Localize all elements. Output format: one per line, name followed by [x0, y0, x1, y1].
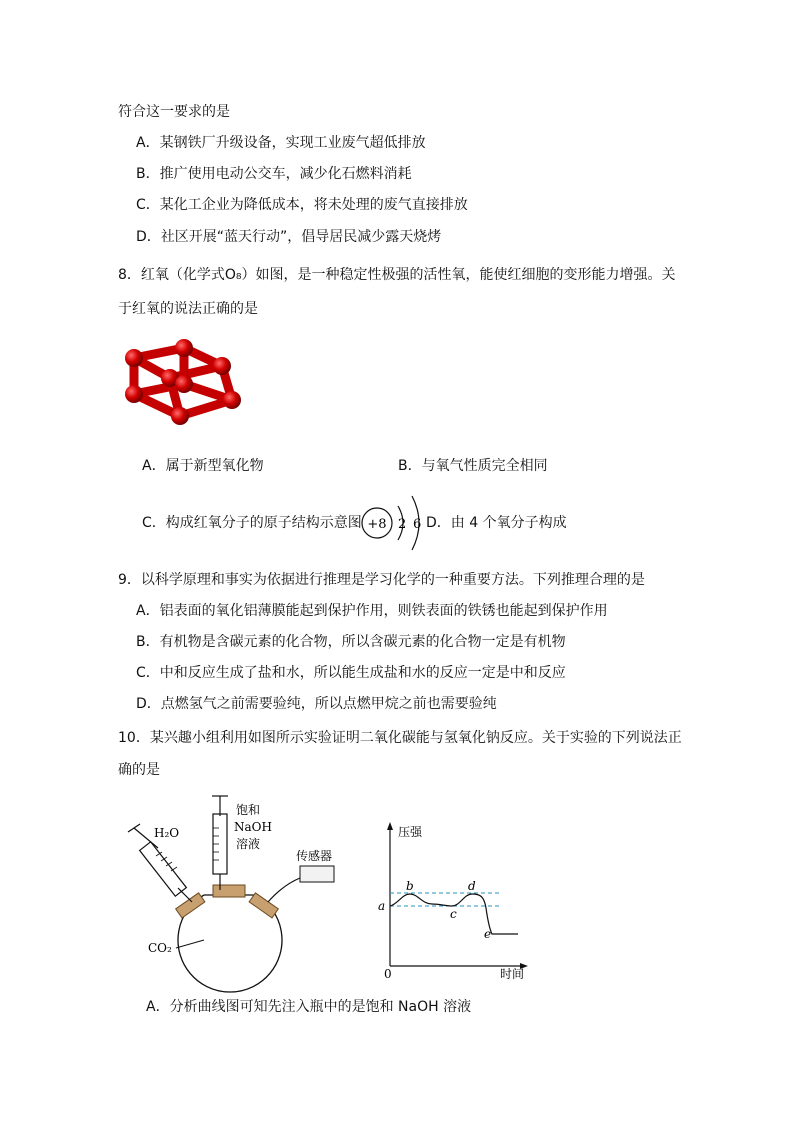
q9-option-d: D．点燃氢气之前需要验纯，所以点燃甲烷之前也需要验纯 — [136, 696, 497, 712]
q8-stem-line1: 8．红氧（化学式O₈）如图，是一种稳定性极强的活性氧，能使红细胞的变形能力增强。关 — [118, 267, 676, 283]
naoh-label-line2: NaOH — [234, 820, 272, 834]
pressure-time-graph — [372, 818, 532, 988]
q9-stem: 9．以科学原理和事实为依据进行推理是学习化学的一种重要方法。下列推理合理的是 — [118, 572, 645, 588]
x-axis-label: 时间 — [500, 967, 525, 981]
h2o-label: H₂O — [154, 826, 180, 840]
q10-option-a: A．分析曲线图可知先注入瓶中的是饱和 NaOH 溶液 — [146, 999, 472, 1015]
point-e-label: e — [484, 927, 492, 941]
q9-option-b: B．有机物是含碳元素的化合物，所以含碳元素的化合物一定是有机物 — [136, 634, 566, 650]
q10-stem-line2: 确的是 — [118, 762, 160, 778]
q10-stem-line1: 10．某兴趣小组利用如图所示实验证明二氧化碳能与氢氧化钠反应。关于实验的下列说法正 — [118, 730, 682, 746]
naoh-label-line3: 溶液 — [236, 837, 261, 851]
shell2-electrons: 6 — [413, 517, 422, 532]
q9-option-c: C．中和反应生成了盐和水，所以能生成盐和水的反应一定是中和反应 — [136, 665, 566, 681]
q7-option-a: A．某钢铁厂升级设备，实现工业废气超低排放 — [136, 135, 426, 151]
q8-option-d: D．由 4 个氧分子构成 — [426, 515, 567, 531]
q9-option-a: A．铝表面的氧化铝薄膜能起到保护作用，则铁表面的铁锈也能起到保护作用 — [136, 603, 608, 619]
q7-option-b: B．推广使用电动公交车，减少化石燃料消耗 — [136, 166, 412, 182]
oxygen-atom-structure-diagram — [360, 488, 430, 558]
sensor-label: 传感器 — [296, 849, 333, 863]
point-a-label: a — [378, 899, 386, 913]
point-d-label: d — [468, 879, 476, 893]
q7-stem-tail: 符合这一要求的是 — [118, 104, 230, 120]
experiment-apparatus-diagram — [118, 790, 358, 980]
q7-option-d: D．社区开展“蓝天行动”，倡导居民减少露天烧烤 — [136, 229, 442, 245]
shell1-electrons: 2 — [398, 517, 407, 532]
co2-label: CO₂ — [148, 941, 172, 955]
nucleus-charge: +8 — [367, 517, 387, 532]
naoh-label-line1: 饱和 — [236, 803, 261, 817]
red-oxygen-molecule-figure — [122, 336, 252, 436]
q8-option-b: B．与氧气性质完全相同 — [398, 458, 548, 474]
q8-option-a: A．属于新型氧化物 — [142, 458, 264, 474]
point-b-label: b — [406, 879, 414, 893]
point-c-label: c — [450, 907, 457, 921]
origin-label: 0 — [384, 967, 392, 981]
y-axis-label: 压强 — [398, 825, 423, 839]
q8-stem-line2: 于红氧的说法正确的是 — [118, 301, 258, 317]
q7-option-c: C．某化工企业为降低成本，将未处理的废气直接排放 — [136, 197, 468, 213]
q8-option-c: C．构成红氧分子的原子结构示意图 — [142, 515, 362, 531]
